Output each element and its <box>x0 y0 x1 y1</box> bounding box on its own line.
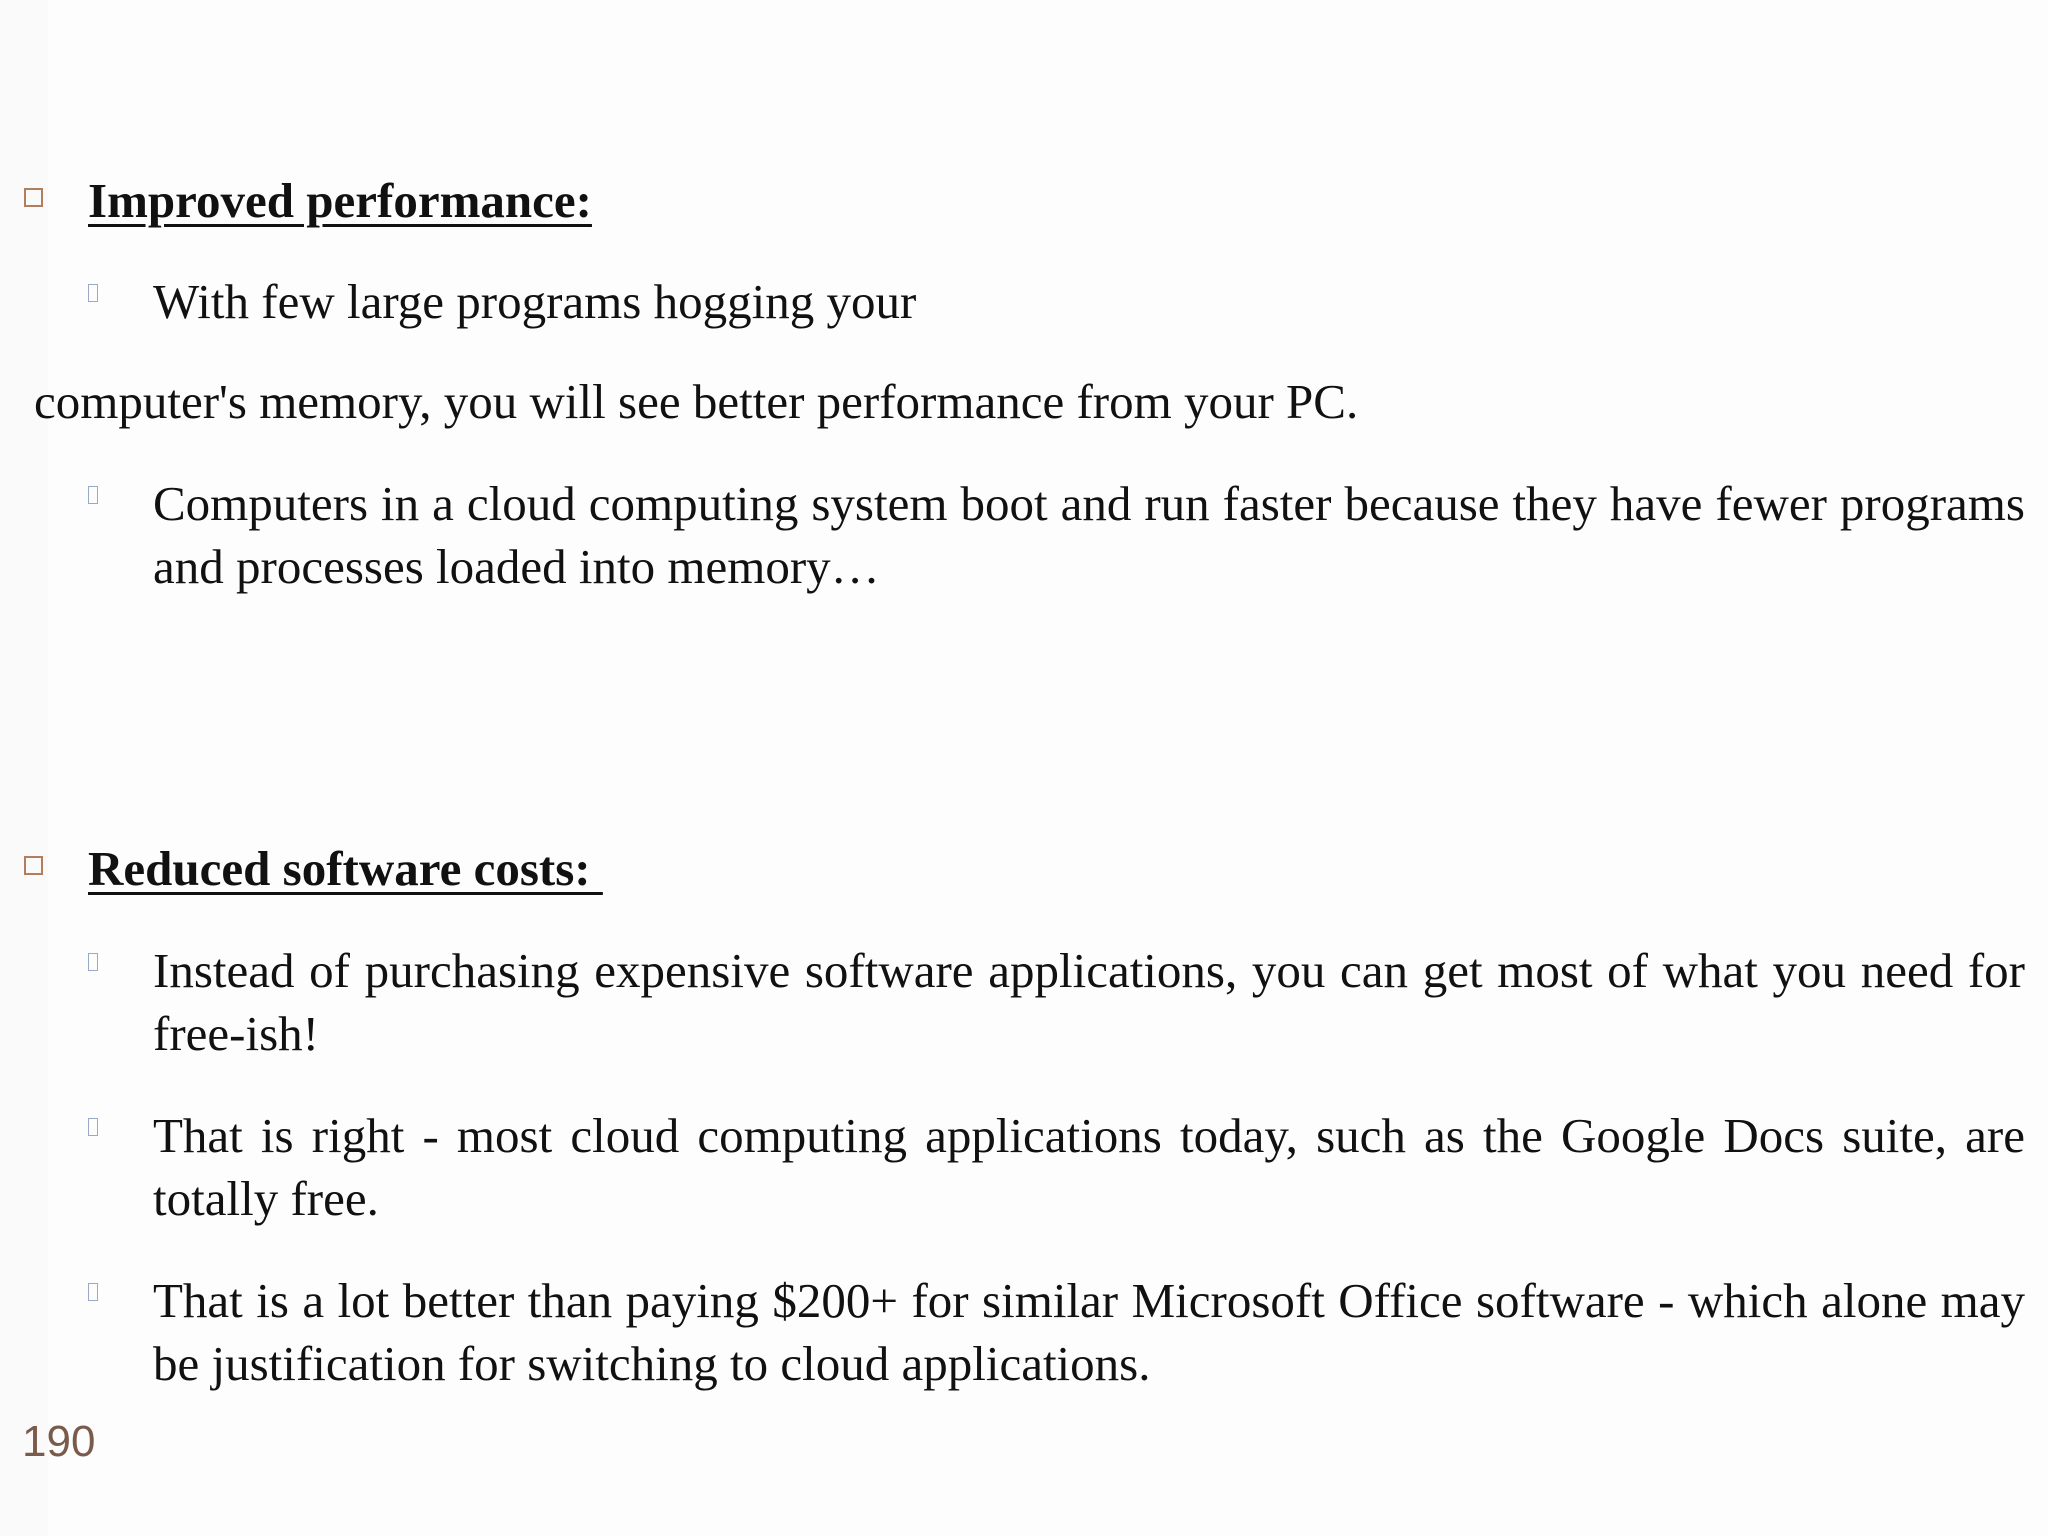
list-item <box>0 270 2048 333</box>
item-continuation-text: computer's memory, you will see better performance from your PC. <box>34 374 1359 429</box>
section-improved-performance <box>0 170 2048 240</box>
item-text: That is right - most cloud computing applications today, such as the Google Docs suite, are totally free. <box>153 1108 2025 1226</box>
sub-bullet-icon <box>88 953 98 971</box>
item-text: With few large programs hogging your <box>153 274 917 329</box>
sub-bullet-icon <box>88 1118 98 1136</box>
list-item <box>0 472 2048 602</box>
item-text: Computers in a cloud computing system boot and run faster because they have fewer programs and processes loaded into memory… <box>153 476 2025 594</box>
heading-improved-performance: Improved performance: <box>88 173 592 228</box>
heading-reduced-software-costs: Reduced software costs: <box>88 841 603 896</box>
section-reduced-software-costs <box>0 838 2048 908</box>
list-item <box>0 1269 2048 1399</box>
square-bullet-icon <box>24 856 43 875</box>
item-text: Instead of purchasing expensive software applications, you can get most of what you need for free-ish! <box>153 943 2025 1061</box>
list-item <box>0 1104 2048 1234</box>
list-item <box>0 939 2048 1069</box>
sub-bullet-icon <box>88 1283 98 1301</box>
item-text: That is a lot better than paying $200+ for similar Microsoft Office software - which alone may be justification for switching to cloud applications. <box>153 1273 2025 1391</box>
square-bullet-icon <box>24 188 43 207</box>
page-number: 190 <box>22 1417 96 1466</box>
sub-bullet-icon <box>88 486 98 504</box>
sub-bullet-icon <box>88 284 98 302</box>
